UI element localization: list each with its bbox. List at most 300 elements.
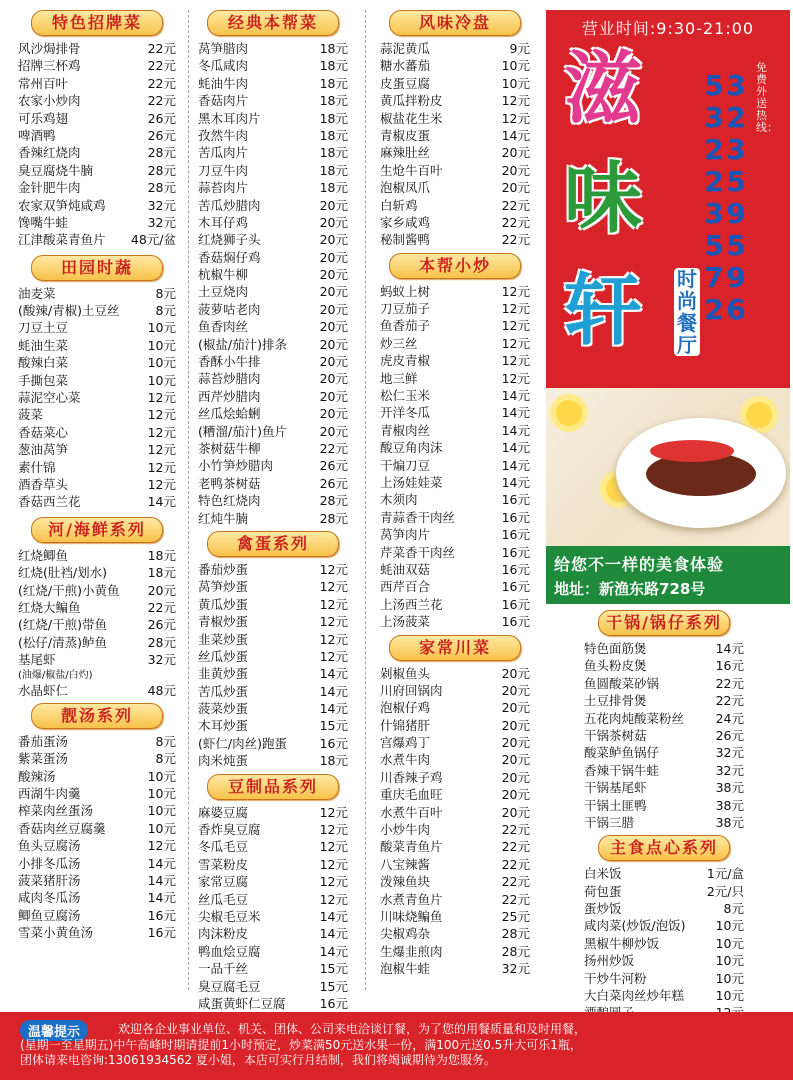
- dish-price: 12元: [319, 822, 348, 838]
- menu-item: [198, 110, 348, 127]
- menu-item: [584, 952, 744, 969]
- phone-number-2: 32359596: [726, 69, 746, 326]
- dish-price: 28元: [319, 493, 348, 509]
- dish-price: 14元: [715, 641, 744, 656]
- menu-item: [584, 865, 744, 882]
- dish-name: 白斩鸡: [380, 197, 418, 213]
- dish-price: 12元: [319, 804, 348, 820]
- dish-name: 茶树菇牛柳: [198, 440, 261, 456]
- dish-name: 香菇焖仔鸡: [198, 249, 261, 265]
- section-chuancai: [380, 635, 530, 978]
- dish-name: 手撕包菜: [18, 372, 69, 388]
- menu-item-list: [18, 40, 176, 249]
- dish-name: (糟溜/茄汁)鱼片: [198, 423, 287, 439]
- dish-name: 杭椒牛柳: [198, 267, 249, 283]
- column-4: [584, 610, 744, 1039]
- dish-name: (酸辣/青椒)土豆丝: [18, 303, 120, 319]
- dish-price: 18元: [319, 145, 348, 161]
- dish-name: 酸辣汤: [18, 768, 56, 784]
- dish-name: 鱼香茄子: [380, 318, 431, 334]
- dish-price: 16元: [501, 596, 530, 612]
- section-title: 本帮小炒: [389, 253, 521, 279]
- dish-name: 重庆毛血旺: [380, 787, 443, 803]
- dish-price: 10元: [147, 320, 176, 336]
- dish-price: 10元: [147, 337, 176, 353]
- dish-name: 雪菜粉皮: [198, 856, 249, 872]
- dish-name: 宫爆鸡丁: [380, 735, 431, 751]
- menu-item: [18, 372, 176, 389]
- notice-line-2: (星期一至星期五)中午高峰时期请提前1小时预定，炒菜满50元送水果一份，满100元送0.5升大可乐1瓶，: [20, 1038, 582, 1052]
- menu-item: [18, 889, 176, 906]
- dish-name: 木须肉: [380, 492, 418, 508]
- menu-item: [380, 925, 530, 942]
- dish-price: 18元: [319, 75, 348, 91]
- dish-price: 25元: [501, 908, 530, 924]
- dish-name: 油麦菜: [18, 285, 56, 301]
- column-2: [198, 10, 348, 1012]
- menu-item-list: [18, 733, 176, 942]
- menu-item: [198, 40, 348, 57]
- dish-price: 18元: [319, 753, 348, 769]
- menu-item: [18, 476, 176, 493]
- dish-price: 15元: [319, 978, 348, 994]
- menu-item: [380, 717, 530, 734]
- dish-name: 水煮牛百叶: [380, 804, 443, 820]
- dish-name: 泼辣鱼块: [380, 874, 431, 890]
- menu-item: [584, 814, 744, 831]
- menu-item: [380, 838, 530, 855]
- dish-price: 10元: [715, 935, 744, 951]
- dish-price: 28元: [319, 510, 348, 526]
- dish-price: 20元: [501, 700, 530, 716]
- dish-name: 干锅茶树菇: [584, 727, 647, 743]
- menu-item: [18, 855, 176, 872]
- dish-name: 西芹百合: [380, 579, 431, 595]
- dish-price: 15元: [319, 961, 348, 977]
- dish-price: 12元: [147, 442, 176, 458]
- dish-price: 32元: [147, 214, 176, 230]
- dish-price: 26元: [319, 475, 348, 491]
- menu-item: [380, 561, 530, 578]
- dish-price: 15元: [319, 718, 348, 734]
- dish-price: 16元: [501, 492, 530, 508]
- dish-name: 上汤西兰花: [380, 596, 443, 612]
- dish-price: 20元: [501, 769, 530, 785]
- menu-item: [380, 370, 530, 387]
- dish-name: 酸豆角肉沫: [380, 440, 443, 456]
- dish-name: 蚝油生菜: [18, 337, 69, 353]
- dish-price: 10元: [147, 355, 176, 371]
- menu-item: [18, 651, 176, 668]
- dish-price: 28元: [501, 926, 530, 942]
- menu-item-list: [584, 640, 744, 831]
- menu-item: [380, 891, 530, 908]
- menu-item: [380, 821, 530, 838]
- dish-price: 18元: [319, 41, 348, 56]
- dish-name: 黑木耳肉片: [198, 110, 261, 126]
- menu-item: [584, 710, 744, 727]
- menu-item: [18, 599, 176, 616]
- dish-name: 蒜泥空心菜: [18, 390, 81, 406]
- dish-name: (油爆/椒盐/白灼): [18, 669, 93, 681]
- menu-item: [198, 683, 348, 700]
- menu-item: [198, 75, 348, 92]
- dish-price: 16元: [501, 509, 530, 525]
- menu-item: [380, 734, 530, 751]
- menu-item: [18, 179, 176, 196]
- dish-price: 12元: [147, 424, 176, 440]
- menu-item: [584, 762, 744, 779]
- dish-price: 1元/盒: [706, 866, 744, 882]
- dish-name: 木耳仔鸡: [198, 214, 249, 230]
- dish-name: (椒盐/茄汁)排条: [198, 336, 287, 352]
- dish-price: 16元: [501, 614, 530, 630]
- brand-char-1: 滋: [564, 43, 643, 134]
- dish-name: 肉沫粉皮: [198, 926, 249, 942]
- business-hours: 营业时间:9:30-21:00: [581, 19, 755, 38]
- menu-item: [18, 785, 176, 802]
- dish-name: 红烧(肚裆/划水): [18, 565, 107, 581]
- dish-name: 红炖牛腩: [198, 510, 249, 526]
- dish-price: 12元: [501, 353, 530, 369]
- dish-name: 红烧大鳊鱼: [18, 599, 81, 615]
- menu-item: [584, 935, 744, 952]
- footer-notice: [0, 1012, 793, 1080]
- section-lengpan: [380, 10, 530, 249]
- dish-name: 香菇菜心: [18, 424, 69, 440]
- dish-price: 18元: [147, 565, 176, 581]
- section-title: 干锅/锅仔系列: [598, 610, 730, 636]
- dish-name: 丝瓜烩蛤蜊: [198, 406, 261, 422]
- dish-price: 12元: [501, 110, 530, 126]
- dish-price: 22元: [501, 822, 530, 838]
- dish-price: 10元: [147, 820, 176, 836]
- divider: [365, 10, 366, 990]
- dish-name: 咸蛋黄虾仁豆腐: [198, 995, 286, 1011]
- dish-name: 刀豆茄子: [380, 301, 431, 317]
- dish-price: 20元: [501, 735, 530, 751]
- dish-price: 12元: [147, 838, 176, 854]
- menu-item: [584, 797, 744, 814]
- menu-item: [198, 214, 348, 231]
- menu-item: [198, 283, 348, 300]
- dish-price: 14元: [501, 388, 530, 404]
- dish-name: 雪菜小黄鱼汤: [18, 925, 94, 941]
- dish-price: 20元: [501, 804, 530, 820]
- dish-price: 20元: [501, 682, 530, 698]
- menu-item: [198, 57, 348, 74]
- dish-name: 八宝辣酱: [380, 856, 431, 872]
- dish-price: 10元: [501, 58, 530, 74]
- menu-item: [380, 908, 530, 925]
- dish-name: 青椒皮蛋: [380, 127, 431, 143]
- menu-item: [380, 422, 530, 439]
- dish-price: 10元: [715, 970, 744, 986]
- dish-name: 生炝牛百叶: [380, 162, 443, 178]
- dish-name: (红烧/干煎)小黄鱼: [18, 582, 120, 598]
- dish-name: 莴笋炒蛋: [198, 579, 249, 595]
- menu-item: [380, 786, 530, 803]
- dish-price: 20元: [501, 752, 530, 768]
- notice-line-3: 团体请来电咨询:13061934562 夏小姐，本店可实行月结制，我们将竭诚期待为您服务。: [20, 1053, 496, 1067]
- dish-price: 22元: [501, 232, 530, 248]
- dish-name: 水煮牛肉: [380, 752, 431, 768]
- dish-name: (红烧/干煎)带鱼: [18, 617, 107, 633]
- menu-item: [584, 883, 744, 900]
- dish-name: 咸肉菜(炒饭/泡饭): [584, 918, 686, 934]
- dish-price: 20元: [501, 145, 530, 161]
- menu-item: [198, 457, 348, 474]
- section-title: 田园时蔬: [31, 255, 163, 281]
- dish-name: 蚂蚁上树: [380, 283, 431, 299]
- dish-price: 26元: [147, 617, 176, 633]
- dish-price: 20元: [319, 406, 348, 422]
- dish-name: 鱼圆酸菜砂锅: [584, 675, 660, 691]
- dish-name: 鱼香肉丝: [198, 319, 249, 335]
- dish-name: 菠菜: [18, 407, 44, 423]
- menu-item: [18, 302, 176, 319]
- section-title: 主食点心系列: [598, 835, 730, 861]
- dish-price: 12元: [147, 407, 176, 423]
- dish-name: 咸肉冬瓜汤: [18, 890, 81, 906]
- dish-price: 18元: [319, 93, 348, 109]
- menu-item: [198, 613, 348, 630]
- dish-name: 菠菜猪肝汤: [18, 873, 81, 889]
- dish-price: 22元: [147, 41, 176, 56]
- menu-item: [380, 387, 530, 404]
- menu-item: [380, 943, 530, 960]
- dish-price: 26元: [147, 127, 176, 143]
- slogan-banner: [546, 546, 790, 604]
- menu-item: [18, 616, 176, 633]
- address-text: 地址：新渔东路728号: [554, 580, 706, 598]
- menu-item: [198, 92, 348, 109]
- dish-price: 22元: [147, 93, 176, 109]
- dish-name: 黑椒牛柳炒饭: [584, 935, 660, 951]
- dish-name: 泡椒仔鸡: [380, 700, 431, 716]
- dish-name: 丝瓜炒蛋: [198, 648, 249, 664]
- menu-item: [198, 318, 348, 335]
- menu-item: [380, 544, 530, 561]
- dish-price: 10元: [501, 75, 530, 91]
- menu-item: [18, 197, 176, 214]
- dish-name: 黄瓜炒蛋: [198, 596, 249, 612]
- dish-price: 14元: [147, 890, 176, 906]
- dish-price: 18元: [147, 547, 176, 563]
- dish-price: 20元: [319, 336, 348, 352]
- menu-item: [584, 675, 744, 692]
- dish-name: 家常豆腐: [198, 874, 249, 890]
- section-title: 经典本帮菜: [207, 10, 339, 36]
- dish-price: 14元: [319, 683, 348, 699]
- dish-name: 小竹笋炒腊肉: [198, 458, 274, 474]
- menu-item: [18, 162, 176, 179]
- dish-price: 12元: [501, 318, 530, 334]
- dish-name: 尖椒毛豆米: [198, 908, 261, 924]
- dish-price: 16元: [715, 658, 744, 674]
- dish-price: 22元: [715, 675, 744, 691]
- dish-price: 12元: [319, 579, 348, 595]
- menu-item: [198, 596, 348, 613]
- menu-item-list: [198, 804, 348, 1013]
- dish-price: 12元: [319, 561, 348, 577]
- dish-name: 番茄蛋汤: [18, 733, 69, 749]
- dish-price: 28元: [147, 145, 176, 161]
- dish-name: 丝瓜毛豆: [198, 891, 249, 907]
- dish-name: 香酥小牛排: [198, 354, 261, 370]
- dish-name: 芹菜香干肉丝: [380, 544, 456, 560]
- menu-item: [380, 474, 530, 491]
- divider: [188, 10, 189, 990]
- dish-name: 剁椒鱼头: [380, 665, 431, 681]
- dish-name: 基尾虾: [18, 652, 56, 668]
- dish-price: 28元: [147, 634, 176, 650]
- menu-item: [198, 925, 348, 942]
- dish-name: 刀豆牛肉: [198, 162, 249, 178]
- dish-name: 西湖牛肉羹: [18, 786, 81, 802]
- dish-name: 冬瓜毛豆: [198, 839, 249, 855]
- section-title: 家常川菜: [389, 635, 521, 661]
- dish-name: 鱼头粉皮煲: [584, 658, 647, 674]
- dish-name: 干炒牛河粉: [584, 970, 647, 986]
- menu-item-list: [18, 547, 176, 699]
- dish-name: 川香辣子鸡: [380, 769, 443, 785]
- dish-price: 22元: [501, 874, 530, 890]
- dish-name: 荷包蛋: [584, 883, 622, 899]
- menu-item: [380, 214, 530, 231]
- dish-name: 皮蛋豆腐: [380, 75, 431, 91]
- dish-price: 22元: [715, 693, 744, 709]
- section-title: 靓汤系列: [31, 703, 163, 729]
- dish-name: 干锅土匪鸭: [584, 797, 647, 813]
- menu-item: [18, 424, 176, 441]
- dish-price: 22元: [501, 839, 530, 855]
- menu-item: [198, 440, 348, 457]
- menu-item: [18, 406, 176, 423]
- dish-name: 臭豆腐烧牛腩: [18, 162, 94, 178]
- menu-item: [380, 179, 530, 196]
- dish-name: 松仁玉米: [380, 388, 431, 404]
- dish-price: 14元: [501, 405, 530, 421]
- dish-price: 12元: [319, 631, 348, 647]
- menu-item: [584, 779, 744, 796]
- dish-price: 38元: [715, 797, 744, 813]
- dish-price: 10元: [147, 803, 176, 819]
- menu-item: [198, 735, 348, 752]
- menu-item: [18, 57, 176, 74]
- menu-item: [380, 613, 530, 630]
- menu-item: [380, 110, 530, 127]
- dish-price: 20元: [319, 423, 348, 439]
- menu-item: [198, 144, 348, 161]
- dish-name: 榨菜肉丝蛋汤: [18, 803, 94, 819]
- menu-item: [18, 634, 176, 651]
- notice-lines: [20, 1038, 783, 1068]
- menu-item: [198, 492, 348, 509]
- dish-price: 20元: [319, 197, 348, 213]
- menu-item: [198, 578, 348, 595]
- section-douzhi: [198, 774, 348, 1013]
- menu-item: [198, 301, 348, 318]
- dish-name: 西芹炒腊肉: [198, 388, 261, 404]
- dish-name: 紫菜蛋汤: [18, 751, 69, 767]
- flower-decoration: [746, 402, 772, 428]
- menu-item: [380, 352, 530, 369]
- dish-price: 16元: [319, 735, 348, 751]
- menu-item: [18, 547, 176, 564]
- dish-price: 14元: [501, 422, 530, 438]
- dish-name: 菠菜炒蛋: [198, 701, 249, 717]
- menu-item: [584, 970, 744, 987]
- dish-name: 川味烧鳊鱼: [380, 908, 443, 924]
- section-gangguo: [584, 610, 744, 831]
- dish-name: 蒜苔肉片: [198, 180, 249, 196]
- dish-price: 12元: [147, 459, 176, 475]
- dish-name: 酸菜青鱼片: [380, 839, 443, 855]
- dish-name: 小排冬瓜汤: [18, 855, 81, 871]
- dish-name: 风沙焗排骨: [18, 41, 81, 56]
- menu-item: [198, 717, 348, 734]
- dish-name: 孜然牛肉: [198, 127, 249, 143]
- dish-name: 麻辣肚丝: [380, 145, 431, 161]
- dish-price: 20元: [319, 284, 348, 300]
- dish-name: 苦瓜炒蛋: [198, 683, 249, 699]
- menu-item: [18, 231, 176, 248]
- menu-item: [18, 924, 176, 941]
- dish-price: 14元: [319, 908, 348, 924]
- menu-item: [18, 319, 176, 336]
- dish-price: 28元: [147, 180, 176, 196]
- dish-name: 馋嘴牛蛙: [18, 214, 69, 230]
- dish-name: 椒盐花生米: [380, 110, 443, 126]
- menu-item: [198, 891, 348, 908]
- dish-price: 22元: [501, 214, 530, 230]
- dish-name: 香辣干锅牛蛙: [584, 762, 660, 778]
- dish-name: 老鸭茶树菇: [198, 475, 261, 491]
- dish-name: 泡椒牛蛙: [380, 961, 431, 977]
- slogan-text: 给您不一样的美食体验: [554, 555, 725, 574]
- menu-item: [198, 856, 348, 873]
- dish-name: 番茄炒蛋: [198, 561, 249, 577]
- dish-price: 26元: [715, 727, 744, 743]
- dish-name: 香菇肉丝豆腐羹: [18, 820, 106, 836]
- dish-price: 12元: [319, 874, 348, 890]
- menu-item: [198, 510, 348, 527]
- menu-item: [18, 337, 176, 354]
- dish-name: 糖水蕃茄: [380, 58, 431, 74]
- dish-name: 韭黄炒蛋: [198, 666, 249, 682]
- dish-price: 10元: [715, 953, 744, 969]
- dish-price: 20元: [319, 319, 348, 335]
- menu-item: [380, 335, 530, 352]
- menu-item: [18, 802, 176, 819]
- menu-item: [198, 197, 348, 214]
- dish-name: 秘制酱鸭: [380, 232, 431, 248]
- dish-name: 香炸臭豆腐: [198, 822, 261, 838]
- dish-name: 农家双笋炖咸鸡: [18, 197, 106, 213]
- dish-price: 12元: [319, 614, 348, 630]
- dish-name: 蒜泥黄瓜: [380, 41, 431, 56]
- notice-line-1: 欢迎各企业事业单位、机关、团体、公司来电洽谈订餐，为了您的用餐质量和及时用餐，: [118, 1022, 587, 1036]
- dish-price: 20元: [319, 371, 348, 387]
- dish-price: 8元: [155, 285, 176, 301]
- dish-name: 啤酒鸭: [18, 127, 56, 143]
- menu-item: [198, 388, 348, 405]
- dish-price: 20元: [501, 787, 530, 803]
- menu-item-list: [380, 665, 530, 978]
- dish-price: 18元: [319, 180, 348, 196]
- dish-name: 黄瓜拌粉皮: [380, 93, 443, 109]
